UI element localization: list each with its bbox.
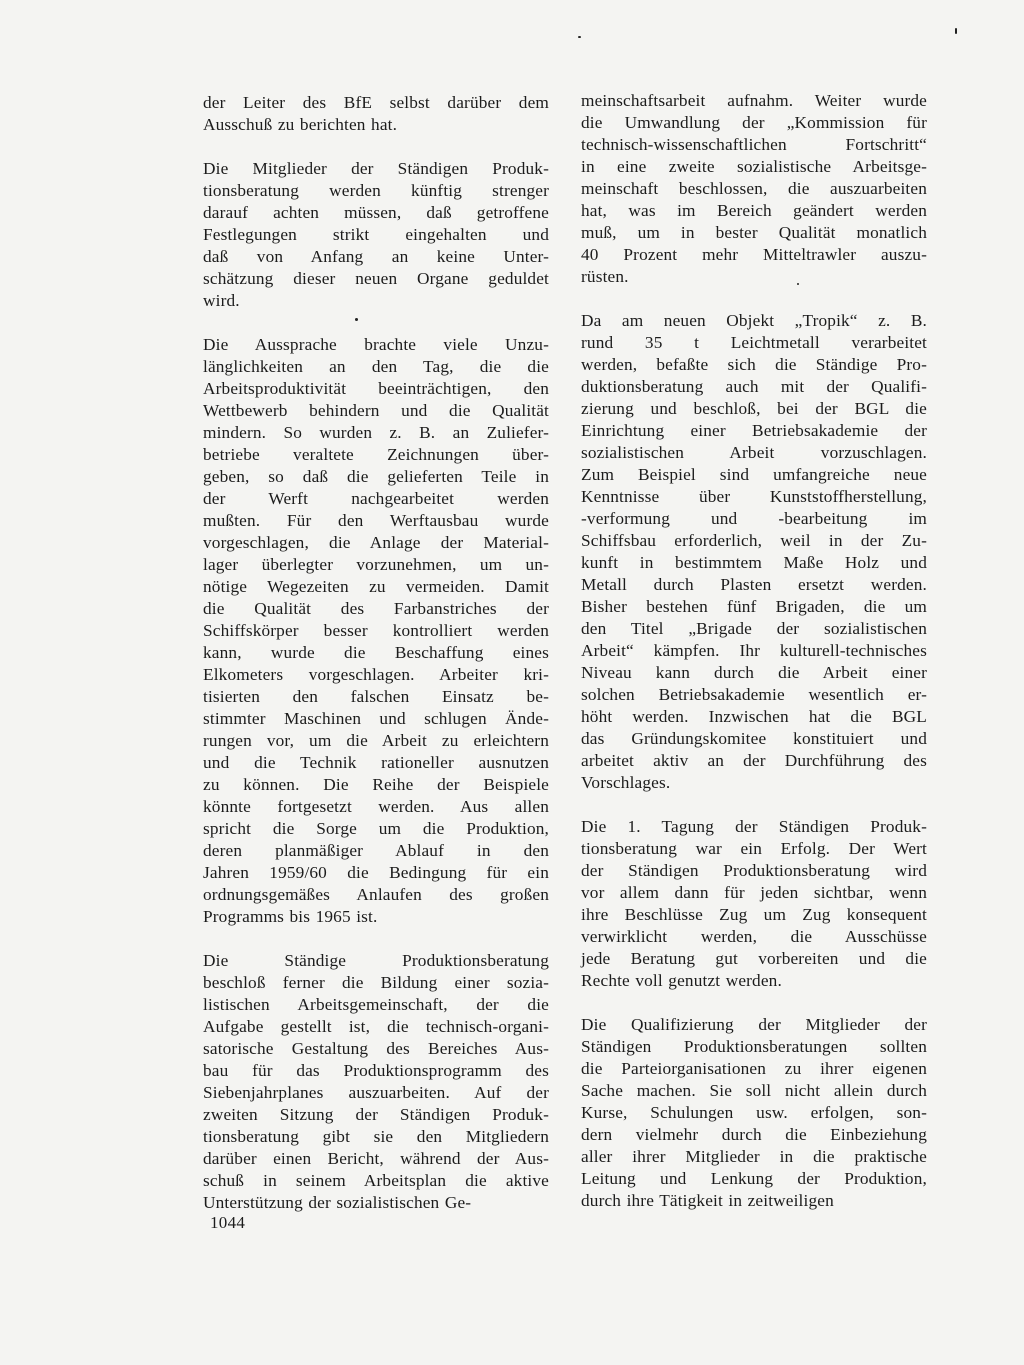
text-line: bau für das Produktionsprogramm des	[203, 1061, 549, 1080]
text-line: meinschaft beschlossen, die auszuarbeiten	[581, 179, 927, 198]
text-line: daß von Anfang an keine Unter-	[203, 247, 549, 266]
text-line: -verformung und -bearbeitung im	[581, 509, 927, 528]
text-line: Schiffsbau erforderlich, weil in der Zu-	[581, 531, 927, 550]
right-text-column	[581, 90, 927, 1212]
text-line: jede Beratung gut vorbereiten und die	[581, 949, 927, 968]
text-line: vor allem dann für jeden sichtbar, wenn	[581, 883, 927, 902]
text-line: Ständigen Produktionsberatungen sollten	[581, 1037, 927, 1056]
text-line: Schiffskörper besser kontrolliert werden	[203, 621, 549, 640]
text-line: tionsberatung werden künftig strenger	[203, 181, 549, 200]
text-line: Rechte voll genutzt werden.	[581, 971, 782, 990]
text-line: vorgeschlagen, die Anlage der Material-	[203, 533, 549, 552]
text-line: Jahren 1959/60 die Bedingung für ein	[203, 863, 549, 882]
right-column-paragraph	[581, 90, 927, 288]
text-line: könnte fortgesetzt werden. Aus allen	[203, 797, 549, 816]
text-line: dern vielmehr durch die Einbeziehung	[581, 1125, 927, 1144]
text-line: Festlegungen strikt eingehalten und	[203, 225, 549, 244]
text-line: Kenntnisse über Kunststoffherstellung,	[581, 487, 927, 506]
text-line: technisch-wissenschaftlichen Fortschritt“	[581, 135, 927, 154]
text-line: tionsberatung gibt sie den Mitgliedern	[203, 1127, 549, 1146]
text-line: Die Mitglieder der Ständigen Produk-	[203, 159, 549, 178]
paragraph-gap	[581, 992, 927, 1014]
text-line: Aufgabe gestellt ist, die technisch-organi-	[203, 1017, 549, 1036]
text-line: schätzung dieser neuen Organe geduldet	[203, 269, 549, 288]
text-line: rund 35 t Leichtmetall verarbeitet	[581, 333, 927, 352]
text-line: Elkometers vorgeschlagen. Arbeiter kri-	[203, 665, 549, 684]
text-line: Arbeit“ kämpfen. Ihr kulturell-technisches	[581, 641, 927, 660]
text-line: nötige Wegezeiten zu vermeiden. Damit	[203, 577, 549, 596]
text-line: Arbeitsproduktivität beeinträchtigen, den	[203, 379, 549, 398]
text-line: und die Technik rationeller ausnutzen	[203, 753, 549, 772]
text-line: Zum Beispiel sind umfangreiche neue	[581, 465, 927, 484]
text-line: Programms bis 1965 ist.	[203, 907, 378, 926]
text-line: durch ihre Tätigkeit in zeitweiligen	[581, 1191, 834, 1210]
right-column-paragraph	[581, 310, 927, 794]
paragraph-gap	[203, 312, 549, 334]
text-line: Siebenjahrplanes auszuarbeiten. Auf der	[203, 1083, 549, 1102]
text-line: den Titel „Brigade der sozialistischen	[581, 619, 927, 638]
page-number: 1044	[210, 1213, 246, 1232]
text-line: der Ständigen Produktionsberatung wird	[581, 861, 927, 880]
text-line: Wettbewerb behindern und die Qualität	[203, 401, 549, 420]
text-line: schuß in seinem Arbeitsplan die aktive	[203, 1171, 549, 1190]
scan-speck	[578, 36, 581, 38]
text-line: tionsberatung war ein Erfolg. Der Wert	[581, 839, 927, 858]
text-line: der Werft nachgearbeitet werden	[203, 489, 549, 508]
paragraph-gap	[203, 136, 549, 158]
left-column-paragraph	[203, 158, 549, 312]
text-line: rüsten.	[581, 267, 629, 286]
left-column-paragraph	[203, 334, 549, 928]
text-line: satorische Gestaltung des Bereiches Aus-	[203, 1039, 549, 1058]
text-line: meinschaftsarbeit aufnahm. Weiter wurde	[581, 91, 927, 110]
paragraph-gap	[581, 288, 927, 310]
left-column-paragraph	[203, 950, 549, 1214]
text-line: deren planmäßiger Ablauf in den	[203, 841, 549, 860]
text-line: tisierten den falschen Einsatz be-	[203, 687, 549, 706]
text-line: das Gründungskomitee konstituiert und	[581, 729, 927, 748]
text-line: Leitung und Lenkung der Produktion,	[581, 1169, 927, 1188]
right-column-paragraph	[581, 816, 927, 992]
text-line: muß, um in bester Qualität monatlich	[581, 223, 927, 242]
text-line: arbeitet aktiv an der Durchführung des	[581, 751, 927, 770]
left-column-paragraph	[203, 92, 549, 136]
text-line: listischen Arbeitsgemeinschaft, der die	[203, 995, 549, 1014]
scan-speck	[355, 318, 358, 321]
left-text-column	[203, 92, 549, 1214]
text-line: werden, befaßte sich die Ständige Pro-	[581, 355, 927, 374]
text-line: Sache machen. Sie soll nicht allein durch	[581, 1081, 927, 1100]
text-line: ihre Beschlüsse Zug um Zug konsequent	[581, 905, 927, 924]
text-line: 40 Prozent mehr Mitteltrawler auszu-	[581, 245, 927, 264]
text-line: Kurse, Schulungen usw. erfolgen, son-	[581, 1103, 927, 1122]
text-line: die Umwandlung der „Kommission für	[581, 113, 927, 132]
text-line: Unterstützung der sozialistischen Ge-	[203, 1193, 472, 1212]
text-line: zweiten Sitzung der Ständigen Produk-	[203, 1105, 549, 1124]
text-line: solchen Betriebsakademie wesentlich er-	[581, 685, 927, 704]
text-line: Niveau kann durch die Arbeit einer	[581, 663, 927, 682]
text-line: verwirklicht werden, die Ausschüsse	[581, 927, 927, 946]
text-line: Da am neuen Objekt „Tropik“ z. B.	[581, 311, 927, 330]
text-line: die Qualität des Farbanstriches der	[203, 599, 549, 618]
text-line: wird.	[203, 291, 240, 310]
text-line: kunft in bestimmtem Maße Holz und	[581, 553, 927, 572]
text-line: sozialistischen Arbeit vorzuschlagen.	[581, 443, 927, 462]
text-line: der Leiter des BfE selbst darüber dem	[203, 93, 549, 112]
text-line: Vorschlages.	[581, 773, 671, 792]
paragraph-gap	[581, 794, 927, 816]
text-line: mußten. Für den Werftausbau wurde	[203, 511, 549, 530]
text-line: Die Ständige Produktionsberatung	[203, 951, 549, 970]
text-line: ordnungsgemäßes Anlaufen des großen	[203, 885, 549, 904]
text-line: in eine zweite sozialistische Arbeitsge-	[581, 157, 927, 176]
right-column-paragraph	[581, 1014, 927, 1212]
text-line: Die Qualifizierung der Mitglieder der	[581, 1015, 927, 1034]
text-line: Einrichtung einer Betriebsakademie der	[581, 421, 927, 440]
scan-speck	[955, 28, 957, 34]
text-line: geben, so daß die gelieferten Teile in	[203, 467, 549, 486]
text-line: höht werden. Inzwischen hat die BGL	[581, 707, 927, 726]
text-line: kann, wurde die Beschaffung eines	[203, 643, 549, 662]
paragraph-gap	[203, 928, 549, 950]
text-line: Die 1. Tagung der Ständigen Produk-	[581, 817, 927, 836]
text-line: darauf achten müssen, daß getroffene	[203, 203, 549, 222]
scan-speck	[797, 283, 799, 285]
text-line: zu können. Die Reihe der Beispiele	[203, 775, 549, 794]
text-line: zierung und beschloß, bei der BGL die	[581, 399, 927, 418]
text-line: länglichkeiten an den Tag, die die	[203, 357, 549, 376]
text-line: beschloß ferner die Bildung einer sozia-	[203, 973, 549, 992]
text-line: mindern. So wurden z. B. an Zuliefer-	[203, 423, 549, 442]
text-line: darüber einen Bericht, während der Aus-	[203, 1149, 549, 1168]
text-line: die Parteiorganisationen zu ihrer eigenen	[581, 1059, 927, 1078]
text-line: Ausschuß zu berichten hat.	[203, 115, 398, 134]
text-line: stimmter Maschinen und schlugen Ände-	[203, 709, 549, 728]
text-line: betriebe veraltete Zeichnungen über-	[203, 445, 549, 464]
text-line: lager überlegter vorzunehmen, um un-	[203, 555, 549, 574]
text-line: spricht die Sorge um die Produktion,	[203, 819, 549, 838]
text-line: Bisher bestehen fünf Brigaden, die um	[581, 597, 927, 616]
text-line: aller ihrer Mitglieder in die praktische	[581, 1147, 927, 1166]
text-line: hat, was im Bereich geändert werden	[581, 201, 927, 220]
text-line: Die Aussprache brachte viele Unzu-	[203, 335, 549, 354]
text-line: Metall durch Plasten ersetzt werden.	[581, 575, 927, 594]
text-line: duktionsberatung auch mit der Qualifi-	[581, 377, 927, 396]
text-line: rungen vor, um die Arbeit zu erleichtern	[203, 731, 549, 750]
